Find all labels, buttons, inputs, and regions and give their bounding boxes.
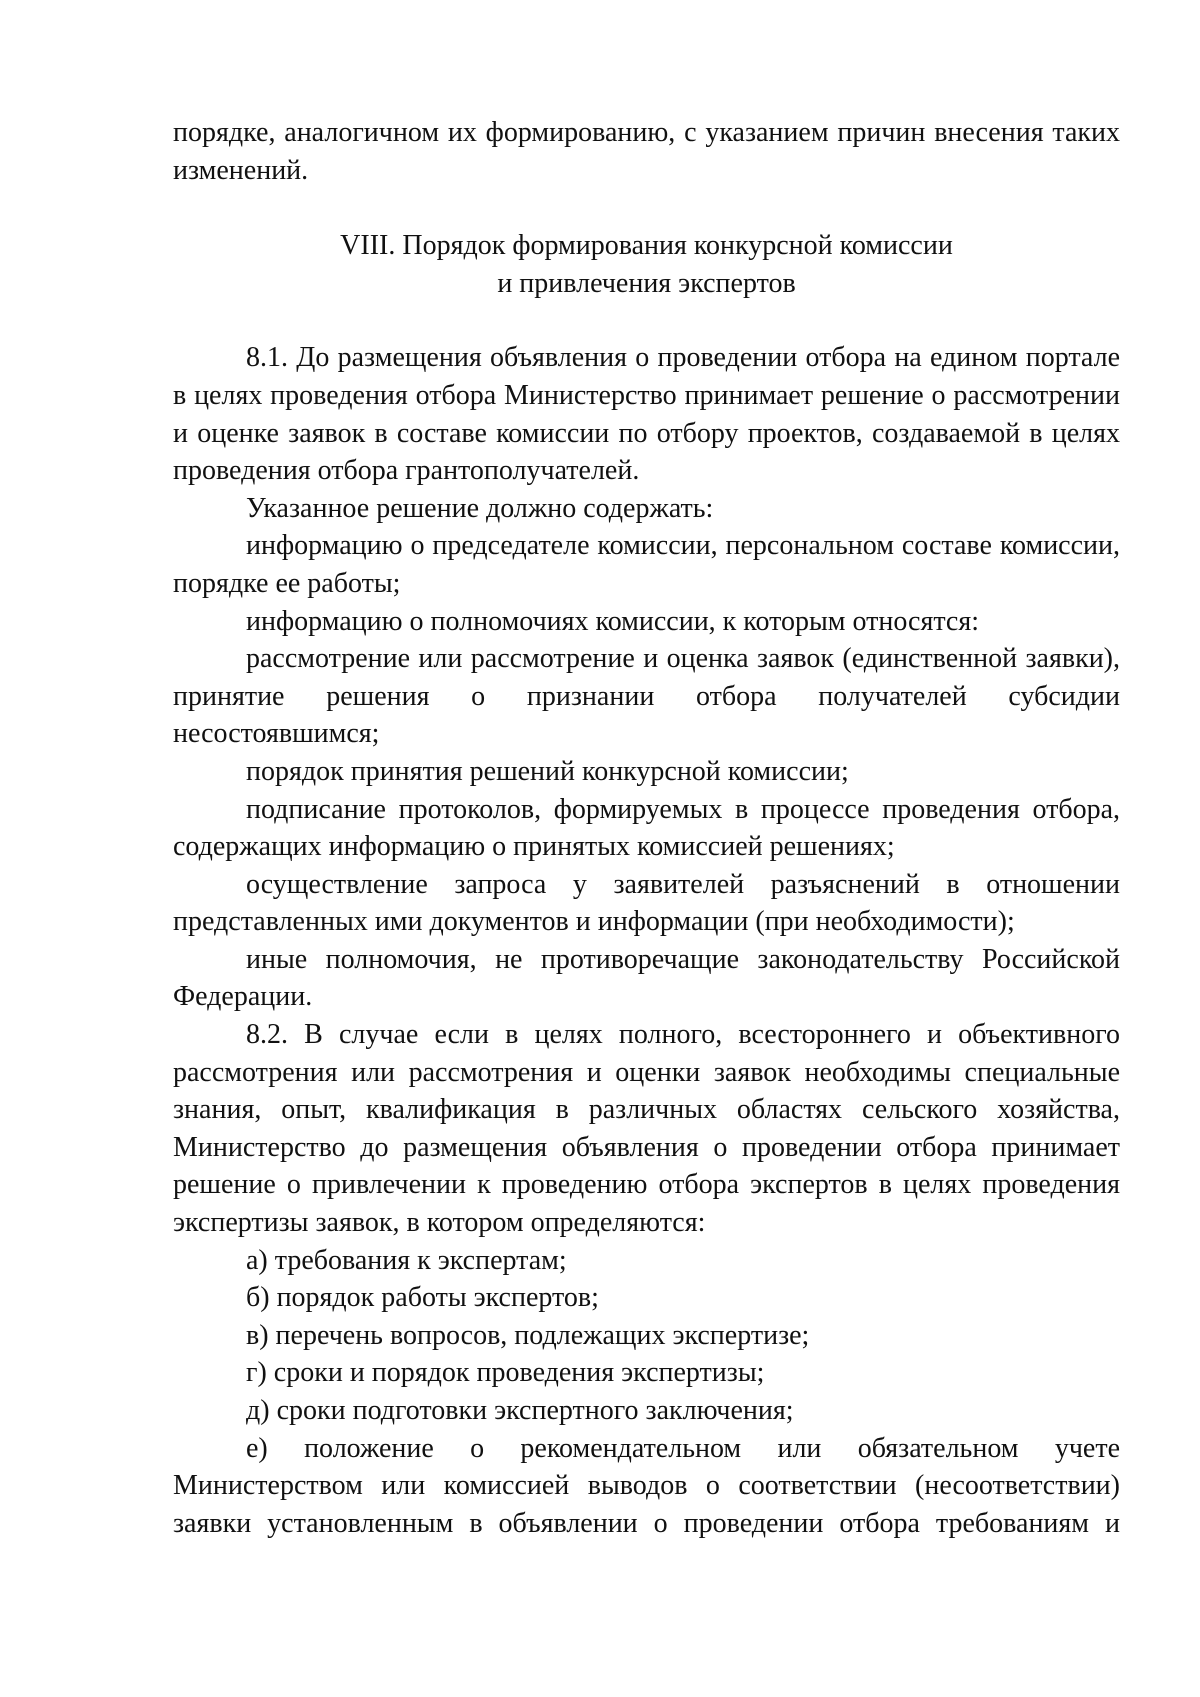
paragraph-8-1: 8.1. До размещения объявления о проведении отбора на едином портале в целях проведения отбора Министерство принимает решение о рассмотрении и оценке заявок в составе комиссии по отбору проектов, создаваемой в целях проведения отбора грантополучателей. bbox=[173, 342, 1120, 487]
paragraph-power-requests: осуществление запроса у заявителей разъяснений в отношении представленных ими документов и информации (при необходимости); bbox=[173, 868, 1120, 938]
list-item-a: а) требования к экспертам; bbox=[246, 1244, 567, 1276]
paragraph-power-protocols: подписание протоколов, формируемых в процессе проведения отбора, содержащих информацию о принятых комиссией решениях; bbox=[173, 793, 1120, 863]
paragraph-power-review: рассмотрение или рассмотрение и оценка заявок (единственной заявки), принятие решения о признании отбора получателей субсидии несостоявшимся; bbox=[173, 643, 1120, 750]
paragraph-powers-intro: информацию о полномочиях комиссии, к которым относятся: bbox=[246, 605, 980, 637]
section-heading-line-2: и привлечения экспертов bbox=[497, 267, 796, 299]
paragraph-decision-intro: Указанное решение должно содержать: bbox=[246, 492, 714, 524]
section-heading bbox=[173, 227, 1120, 302]
paragraph-power-other: иные полномочия, не противоречащие законодательству Российской Федерации. bbox=[173, 943, 1120, 1013]
paragraph-power-decision-order: порядок принятия решений конкурсной комиссии; bbox=[246, 755, 849, 787]
list-item-b: б) порядок работы экспертов; bbox=[246, 1282, 599, 1314]
list-item-v: в) перечень вопросов, подлежащих экспертизе; bbox=[246, 1319, 810, 1351]
list-item-e: е) положение о рекомендательном или обязательном учете Министерством или комиссией выводов о соответствии (несоответствии) заявки установленным в объявлении о проведении отбора требованиям и bbox=[173, 1432, 1120, 1539]
list-item-d: д) сроки подготовки экспертного заключения; bbox=[246, 1395, 794, 1426]
list-item-g: г) сроки и порядок проведения экспертизы; bbox=[246, 1357, 765, 1389]
paragraph-8-2: 8.2. В случае если в целях полного, всестороннего и объективного рассмотрения или рассмотрения и оценки заявок необходимы специальные знания, опыт, квалификация в различных областях сельского хозяйства, Министерство до размещения объявления о проведении отбора принимает решение о привлечении к проведению отбора экспертов в целях проведения экспертизы заявок, в котором определяются: bbox=[173, 1019, 1120, 1239]
lead-paragraph: порядке, аналогичном их формированию, с указанием причин внесения таких изменений. bbox=[173, 117, 1120, 186]
section-heading-line-1: VIII. Порядок формирования конкурсной комиссии bbox=[340, 230, 953, 262]
document-page bbox=[173, 114, 1120, 1542]
paragraph-chair-info: информацию о председателе комиссии, персональном составе комиссии, порядке ее работы; bbox=[173, 530, 1120, 599]
